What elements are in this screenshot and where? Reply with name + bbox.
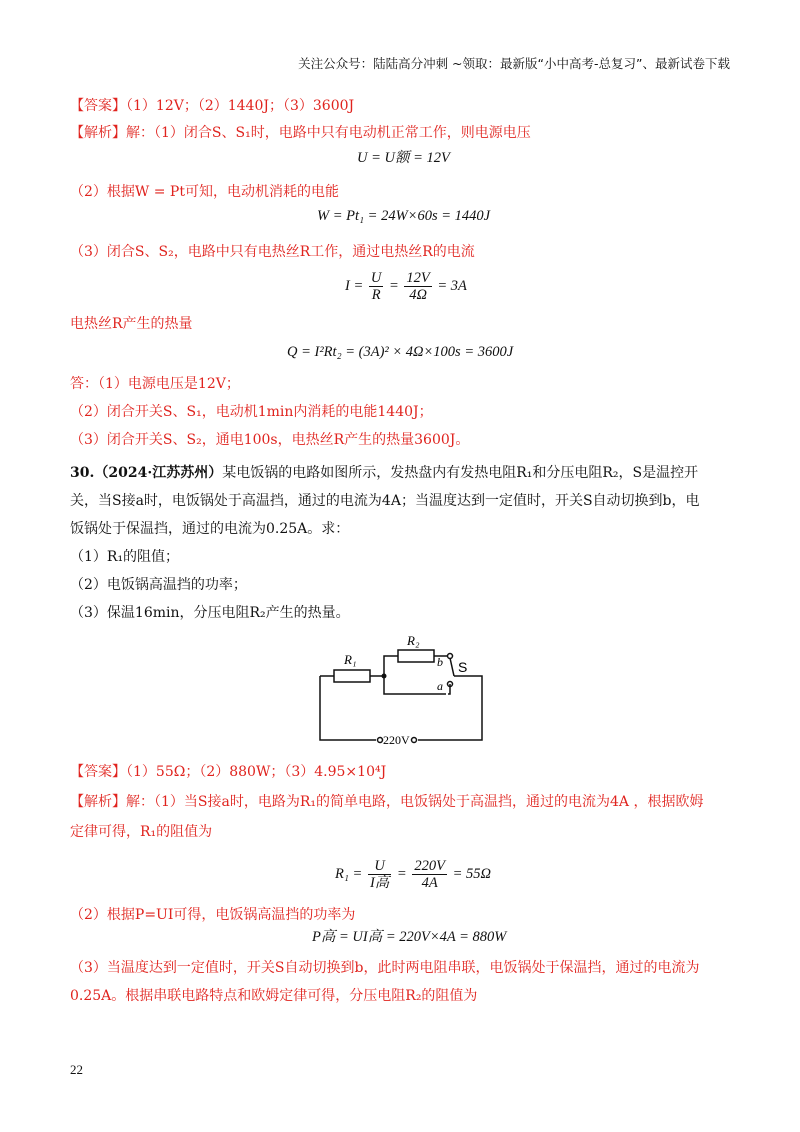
analysis-text: 解：（1）闭合S、S₁时，电路中只有电动机正常工作，则电源电压 <box>126 125 531 141</box>
q30-analysis-3: （3）当温度达到一定值时，开关S自动切换到b，此时两电阻串联，电饭锅处于保温挡，通过的电流为 <box>70 960 700 976</box>
fraction-num: 220V <box>414 858 445 874</box>
q30-stem-1 <box>70 463 698 483</box>
q30-sub-2: （2）电饭锅高温挡的功率； <box>70 577 247 593</box>
formula-energy: W = Pt₁ = 24W×60s = 1440J <box>317 208 491 224</box>
q29-conclusion-1 <box>70 374 240 394</box>
page-header: 关注公众号：陆陆高分冲刺 ~领取：最新版“小中高考-总复习”、最新试卷下载 <box>298 56 730 71</box>
junction <box>382 674 387 679</box>
analysis-text: 解：（1）当S接a时，电路为R₁的简单电路，电饭锅处于高温挡，通过的电流为4A ，根据欧姆 <box>126 794 704 810</box>
stem-text: 某电饭锅的电路如图所示，发热盘内有发热电阻R₁和分压电阻R₂，S是温控开 <box>222 465 699 481</box>
fraction-num: 12V <box>406 270 430 286</box>
formula-lhs: I = <box>345 277 364 294</box>
wire <box>384 656 398 676</box>
q29-answer <box>70 96 354 116</box>
answer-tag: 【答案】 <box>70 98 126 114</box>
answer-text: （1）55Ω；（2）880W；（3）4.95×10⁴J <box>126 764 387 780</box>
answer-tag: 【答案】 <box>70 764 126 780</box>
formula-lhs: R₁ = <box>335 865 363 882</box>
fraction <box>404 270 431 303</box>
switch-label: S <box>458 659 468 675</box>
q30-analysis-2: （2）根据P=UI可得，电饭锅高温挡的功率为 <box>70 907 356 923</box>
terminal-left <box>378 738 383 743</box>
resistor-r2 <box>398 650 434 662</box>
q30-analysis-3b: 0.25A。根据串联电路特点和欧姆定律可得，分压电阻R₂的阻值为 <box>70 988 478 1004</box>
contact-b <box>448 654 453 659</box>
fraction-den: 4A <box>421 875 438 891</box>
fraction <box>368 858 391 891</box>
q30-analysis-1b: 定律可得，R₁的阻值为 <box>70 824 213 840</box>
a-label: a <box>437 679 443 693</box>
fraction-den: R <box>371 287 381 303</box>
q30-answer <box>70 762 386 782</box>
r1-label: R₁ <box>344 652 357 667</box>
formula-power: P高 = UI高 = 220V×4A = 880W <box>312 929 507 945</box>
switch-blade <box>450 658 454 676</box>
fraction <box>412 858 447 891</box>
terminal-right <box>412 738 417 743</box>
formula-heat: Q = I²Rt₂ = (3A)² × 4Ω×100s = 3600J <box>287 344 514 360</box>
resistor-r1 <box>334 670 370 682</box>
conclusion-text: （1）电源电压是12V； <box>98 376 240 392</box>
formula-rhs: = 3A <box>437 277 467 294</box>
b-label: b <box>437 655 443 669</box>
q29-analysis-3: （3）闭合S、S₂，电路中只有电热丝R工作，通过电热丝R的电流 <box>70 244 475 260</box>
formula-resistance: R₁ = $\frac{U}{\text{I高}}$ = $\frac{220V}{4A}$ = 55Ω <box>335 858 491 891</box>
conclusion-tag: 答： <box>70 376 98 392</box>
analysis-tag: 【解析】 <box>70 125 126 141</box>
r2-label: R₂ <box>407 633 420 648</box>
fraction-num: U <box>368 858 391 875</box>
q30-stem-3: 饭锅处于保温挡，通过的电流为0.25A。求： <box>70 521 350 537</box>
fraction-den: 4Ω <box>409 287 427 303</box>
wire-left <box>320 676 376 740</box>
circuit-diagram <box>310 628 500 753</box>
q29-conclusion-3: （3）闭合开关S、S₂，通电100s，电热丝R产生的热量3600J。 <box>70 432 470 448</box>
question-source: （2024·江苏苏州） <box>94 465 223 481</box>
fraction-num: U <box>370 270 382 286</box>
q29-analysis-1 <box>70 123 531 143</box>
source-label: 220V <box>383 733 410 747</box>
q30-sub-3: （3）保温16min，分压电阻R₂产生的热量。 <box>70 605 350 621</box>
formula-rhs: = 55Ω <box>452 865 491 882</box>
fraction <box>369 270 383 303</box>
q30-stem-2: 关，当S接a时，电饭锅处于高温挡，通过的电流为4A；当温度达到一定值时，开关S自动切换到b，电 <box>70 493 700 509</box>
answer-text: （1）12V；（2）1440J；（3）3600J <box>126 98 355 114</box>
q30-analysis-1 <box>70 792 703 812</box>
page-number: 22 <box>70 1062 83 1077</box>
fraction-den: I高 <box>369 875 390 891</box>
analysis-tag: 【解析】 <box>70 794 126 810</box>
q30-sub-1: （1）R₁的阻值； <box>70 549 180 565</box>
question-number: 30. <box>70 465 95 481</box>
formula-voltage: U = U额 = 12V <box>357 150 450 166</box>
q29-analysis-4: 电热丝R产生的热量 <box>70 316 193 332</box>
q29-conclusion-2: （2）闭合开关S、S₁，电动机1min内消耗的电能1440J； <box>70 404 433 420</box>
formula-current: I = $\frac{U}{R}$ = $\frac{12V}{4\Omega}$ = 3A <box>345 270 467 303</box>
q29-analysis-2: （2）根据W = Pt可知，电动机消耗的电能 <box>70 184 339 200</box>
